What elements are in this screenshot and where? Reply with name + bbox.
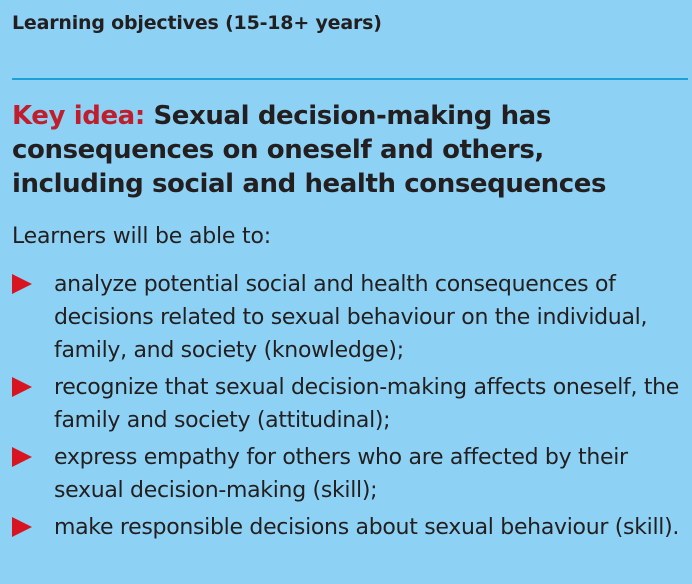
- objective-text: analyze potential social and health consequences of decisions related to sexual behaviour on the individual, family, and society (knowledge);: [54, 272, 648, 363]
- red-triangle-bullet-icon: [12, 274, 32, 294]
- objective-text: express empathy for others who are affected by their sexual decision-making (skill);: [54, 445, 628, 503]
- objectives-list: [12, 268, 688, 548]
- key-idea-text: Sexual decision-making has consequences on oneself and others, including social and health consequences: [12, 101, 607, 199]
- red-triangle-bullet-icon: [12, 447, 32, 467]
- divider: [12, 78, 688, 80]
- section-title: Learning objectives (15-18+ years): [12, 12, 382, 34]
- red-triangle-bullet-icon: [12, 517, 32, 537]
- list-item: [12, 268, 688, 367]
- red-triangle-bullet-icon: [12, 377, 32, 397]
- intro-text: Learners will be able to:: [12, 223, 271, 249]
- list-item: [12, 371, 688, 437]
- key-idea-label: Key idea:: [12, 101, 145, 131]
- list-item: [12, 441, 688, 507]
- objective-text: recognize that sexual decision-making affects oneself, the family and society (attitudinal);: [54, 375, 680, 433]
- objective-text: make responsible decisions about sexual behaviour (skill).: [54, 515, 680, 540]
- key-idea: [12, 99, 680, 201]
- list-item: [12, 511, 688, 544]
